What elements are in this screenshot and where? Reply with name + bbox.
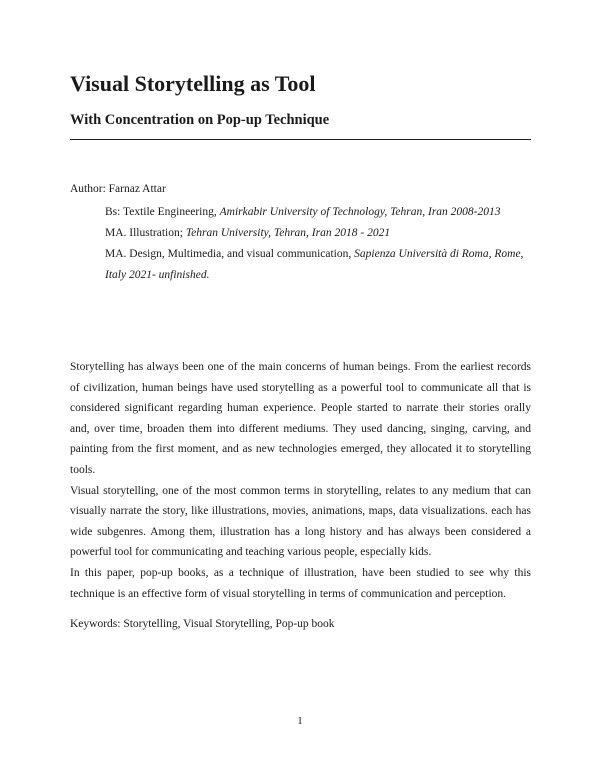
abstract-paragraph: In this paper, pop-up books, as a technique of illustration, have been studied to see why this technique is an effective form of visual storytelling in terms of communication and perception. [70, 566, 531, 600]
abstract-paragraph: Storytelling has always been one of the main concerns of human beings. From the earliest records of civilization, human beings have used storytelling as a powerful tool to communicate all that is considered significant regarding human experience. People started to narrate their stories orally and, over time, broaden them into different mediums. They used dancing, singing, carving, and painting from the first moment, and as new technologies emerged, they allocated it to storytelling tools. [70, 361, 531, 476]
affiliation-institution: Amirkabir University of Technology, Tehran, Iran 2008-2013 [219, 206, 501, 218]
abstract-body [70, 357, 531, 604]
page-number: 1 [297, 715, 303, 727]
author-line: Author: Farnaz Attar [70, 183, 166, 195]
title-divider [70, 139, 531, 140]
affiliation-ma-illustration [105, 223, 535, 244]
affiliation-bs [105, 202, 535, 223]
affiliation-degree: MA. Illustration; [105, 227, 186, 239]
affiliation-ma-design [105, 244, 535, 286]
affiliation-institution: Tehran University, Tehran, Iran 2018 - 2021 [185, 227, 391, 239]
keywords-line: Keywords: Storytelling, Visual Storytelling, Pop-up book [70, 618, 335, 630]
affiliation-degree: MA. Design, Multimedia, and visual communication, [105, 248, 355, 260]
paper-subtitle: With Concentration on Pop-up Technique [70, 112, 330, 128]
affiliation-degree: Bs: Textile Engineering, [105, 206, 220, 218]
paper-title: Visual Storytelling as Tool [70, 71, 316, 96]
abstract-paragraph: Visual storytelling, one of the most common terms in storytelling, relates to any medium that can visually narrate the story, like illustrations, movies, animations, maps, data visualizations. each has wide subgenres. Among them, illustration has a long history and has always been considered a powerful tool for communicating and teaching various people, especially kids. [70, 484, 531, 559]
affiliation-institution: Sapienza Università di Roma, Rome, Italy 2021- unfinished. [105, 248, 524, 281]
